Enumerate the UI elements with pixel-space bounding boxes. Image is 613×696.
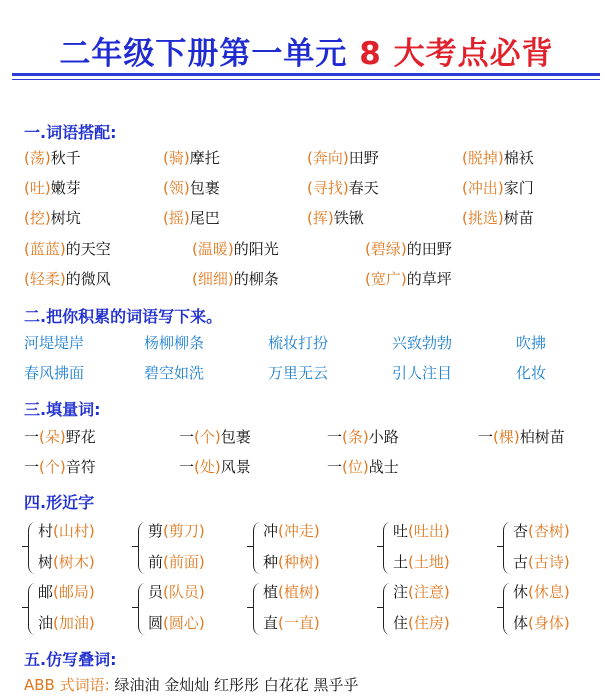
s1-cell: (冲出)家门 (462, 179, 534, 197)
section-3-heading: 三.填量词: (24, 400, 101, 419)
s1-cell: (荡)秋千 (24, 149, 81, 167)
s1-cell: (蓝蓝)的天空 (24, 240, 111, 258)
brace (383, 583, 390, 635)
s2-word: 万里无云 (268, 364, 329, 382)
s2-word: 化妆 (516, 364, 547, 382)
s3-row (0, 426, 613, 448)
s1-row (0, 268, 613, 290)
brace (383, 522, 390, 574)
s1-cell: (细细)的柳条 (192, 270, 279, 288)
s1-cell: (挑选)树苗 (462, 209, 534, 227)
s1-row (0, 177, 613, 199)
s1-cell: (宽广)的草坪 (365, 270, 452, 288)
s2-word: 春风拂面 (24, 364, 85, 382)
s1-row (0, 238, 613, 260)
s3-cell: 一(朵)野花 (24, 428, 96, 446)
brace (28, 522, 35, 574)
brace (253, 522, 260, 574)
title-rule (12, 73, 600, 76)
s1-row (0, 147, 613, 169)
section-2-heading: 二.把你积累的词语写下来。 (24, 307, 223, 326)
s1-cell: (脱掉)棉袄 (462, 149, 534, 167)
s1-cell: (奔向)田野 (307, 149, 379, 167)
s1-cell: (轻柔)的微风 (24, 270, 111, 288)
page-title: 二年级下册第一单元 8 大考点必背 (59, 36, 554, 72)
s5-row (0, 674, 613, 696)
s3-cell: 一(条)小路 (327, 428, 399, 446)
s2-word: 梳妆打扮 (268, 334, 329, 352)
s1-cell: (寻找)春天 (307, 179, 379, 197)
s1-cell: (吐)嫩芽 (24, 179, 81, 197)
brace (138, 583, 145, 635)
abb-words: 绿油油 金灿灿 红彤彤 白花花 黑乎乎 (114, 676, 359, 694)
brace (253, 583, 260, 635)
s2-word: 兴致勃勃 (392, 334, 453, 352)
s1-cell: (挥)铁锹 (307, 209, 364, 227)
s2-word: 河堤堤岸 (24, 334, 85, 352)
s1-cell: (摇)尾巴 (163, 209, 220, 227)
s2-row (0, 332, 613, 354)
section-4-heading: 四.形近字 (24, 493, 95, 512)
section-5-heading: 五.仿写叠词: (24, 650, 117, 669)
s1-cell: (碧绿)的田野 (365, 240, 452, 258)
brace (138, 522, 145, 574)
s3-cell: 一(位)战士 (327, 458, 399, 476)
brace (503, 583, 510, 635)
abb-label: ABB 式词语: (24, 676, 110, 694)
s2-word: 吹拂 (516, 334, 547, 352)
s2-word: 碧空如洗 (144, 364, 205, 382)
s1-cell: (挖)树坑 (24, 209, 81, 227)
brace (503, 522, 510, 574)
s1-cell: (温暖)的阳光 (192, 240, 279, 258)
s1-row (0, 207, 613, 229)
s3-cell: 一(个)音符 (24, 458, 96, 476)
s3-row (0, 456, 613, 478)
s1-cell: (领)包裹 (163, 179, 220, 197)
s1-cell: (骑)摩托 (163, 149, 220, 167)
s2-word: 杨柳柳条 (144, 334, 205, 352)
s2-row (0, 362, 613, 384)
s3-cell: 一(个)包裹 (179, 428, 251, 446)
brace (28, 583, 35, 635)
title-rule-thin (12, 79, 600, 80)
s3-cell: 一(处)风景 (179, 458, 251, 476)
s3-cell: 一(棵)柏树苗 (478, 428, 565, 446)
s2-word: 引人注目 (392, 364, 453, 382)
section-1-heading: 一.词语搭配: (24, 123, 117, 142)
